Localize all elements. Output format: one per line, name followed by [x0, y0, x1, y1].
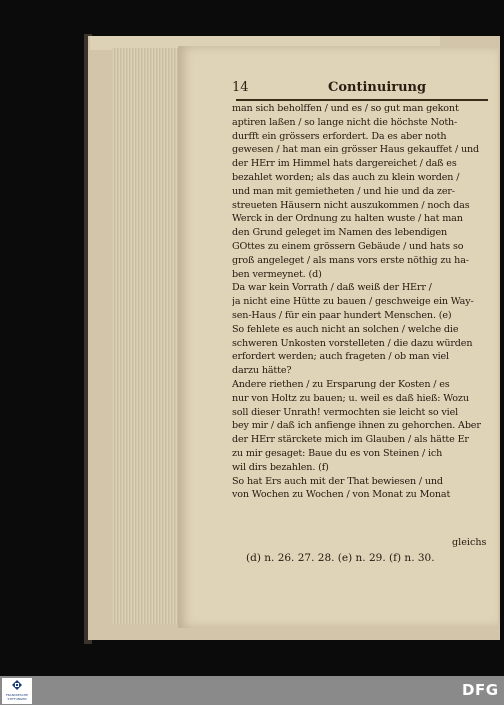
text-line: streueten Häusern nicht auszukommen / noch das [232, 199, 470, 211]
text-line: ben vermeynet. (d) [232, 268, 322, 280]
text-line: den Grund geleget im Namen des lebendigen [232, 227, 448, 239]
text-line: So hat Ers auch mit der That bewiesen / und [232, 475, 443, 487]
text-line: durfft ein grössers erfordert. Da es aber noth [232, 130, 447, 142]
footnotes: (d) n. 26. 27. 28. (e) n. 29. (f) n. 30. [246, 552, 435, 564]
page-header [232, 80, 492, 98]
viewer-footer-bar [0, 676, 504, 705]
text-line: gewesen / hat man ein grösser Haus gekauffet / und [232, 144, 480, 156]
page-edges [112, 48, 179, 624]
text-line: Werck in der Ordnung zu halten wuste / hat man [232, 213, 463, 225]
text-line: man sich beholffen / und es / so gut man gekont [232, 103, 459, 114]
text-line: Da war kein Vorrath / daß weiß der HErr / [232, 282, 432, 294]
text-line: bezahlet worden; als das auch zu klein worden / [232, 171, 460, 183]
logo-text: FRANCKESCHE STIFTUNGEN [5, 693, 29, 701]
text-line: bey mir / daß ich anfienge ihnen zu gehorchen. Aber [232, 420, 481, 432]
text-line: soll dieser Unrath! vermochten sie leicht so viel [232, 406, 459, 418]
text-line: groß angeleget / als mans vors erste nöthig zu ha- [232, 254, 469, 266]
text-line: So fehlete es auch nicht an solchen / welche die [232, 323, 459, 335]
text-line: aptiren laßen / so lange nicht die höchste Noth- [232, 116, 458, 128]
running-title: Continuirung [328, 80, 427, 95]
text-line: sen-Haus / für ein paar hundert Menschen. (e) [232, 309, 452, 321]
text-line: von Wochen zu Wochen / von Monat zu Monat [232, 489, 451, 501]
text-line: erfordert werden; auch frageten / ob man viel [232, 351, 449, 363]
body-text [232, 102, 490, 502]
text-line: darzu hätte? [232, 365, 292, 377]
text-line: ja nicht eine Hütte zu bauen / geschweige ein Way- [232, 296, 474, 308]
text-line: wil dirs bezahlen. (f) [232, 461, 329, 473]
text-line: GOttes zu einem grössern Gebäude / und hats so [232, 240, 464, 252]
text-line: und man mit gemietheten / und hie und da zer- [232, 185, 455, 197]
text-line: Andere riethen / zu Ersparung der Kosten / es [232, 378, 450, 390]
header-rule [236, 99, 488, 101]
catchword: gleichs [452, 537, 487, 548]
text-line: der HErr im Himmel hats dargereichet / daß es [232, 158, 457, 170]
page-number: 14 [232, 80, 249, 95]
text-line: zu mir gesaget: Baue du es von Steinen / ich [232, 447, 443, 459]
dfg-logo[interactable]: DFG [462, 681, 499, 699]
text-line: schweren Unkosten vorstelleten / die dazu würden [232, 337, 473, 349]
franckesche-stiftungen-logo-icon [12, 680, 22, 690]
text-line: nur von Holtz zu bauen; u. weil es daß hieß: Wozu [232, 392, 469, 404]
text-line: der HErr stärckete mich im Glauben / als hätte Er [232, 434, 469, 446]
